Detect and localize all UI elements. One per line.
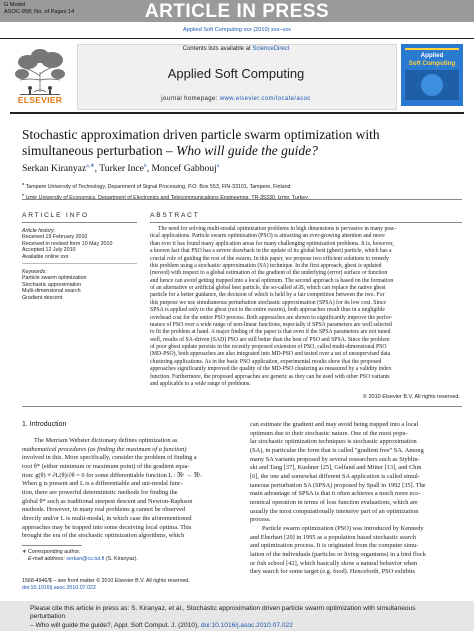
abstract-divider: [150, 222, 462, 223]
abstract-line: a known fact that PSO has a severe drawback in the update of its global best (gbest) particle, which has a: [150, 248, 392, 255]
intro-line: tion, there are powerful deterministic methods for finding the: [22, 488, 178, 496]
journal-reference-link[interactable]: Applied Soft Computing xxx (2010) xxx–xxx: [183, 27, 291, 33]
intro-line: they search for some target (e.g. food). Henceforth, PSO exhibits: [250, 568, 415, 576]
abstract-line: SPSA is applied only to the gbest (not to the entire swarm), both approaches result thus in a negligible: [150, 307, 385, 314]
keyword-item: Multi-dimensional search: [22, 288, 81, 295]
intro-line: brought the era of the stochastic optimization algorithms, which: [22, 532, 185, 540]
intro-line: mathematical procedures (as finding the maximum of a function): [22, 445, 187, 453]
intro-line: or fish school [42], which basically show a natural behavior when: [250, 559, 418, 567]
citation-line1: Please cite this article in press as: S. Kiranyaz, et al., Stochastic approximation driven particle swarm optimization with simultaneous perturbation: [30, 605, 416, 621]
abstract-line: to fit the problem at hand. A major finding of the paper is that even if the SPSA parameters are not tuned: [150, 329, 391, 336]
author-name[interactable]: Serkan Kiranyaz: [22, 163, 87, 175]
intro-line: Particle swarm optimization (PSO) was introduced by Kennedy: [262, 524, 424, 532]
sciencedirect-link[interactable]: ScienceDirect: [252, 46, 290, 52]
intro-line: process.: [250, 516, 271, 524]
author-affil-mark[interactable]: b: [143, 163, 147, 169]
citation-doi-link[interactable]: doi:10.1016/j.asoc.2010.07.022: [200, 621, 293, 629]
model-line: G Model: [4, 2, 26, 8]
abstract-line: of an alternative or artificial global best particle, the so-called aGB, which can replace the native gbest: [150, 285, 386, 291]
abstract-line: approaches significantly improved the quality of the MD-PSO clustering as measured by a validity index: [150, 366, 392, 373]
intro-line: (SA), in particular the form that is called "gradient free" SA. Among: [250, 446, 424, 454]
title-main: Stochastic approximation driven particle swarm optimization with simultaneous perturbation –: [22, 127, 380, 158]
history-item: Available online xxx: [22, 253, 69, 260]
abstract-line: well, results of SA-driven (SAD) PSO are still better than the best of PSO and SPSA. Since the problem: [150, 336, 390, 343]
code-line: ASOC-958; No. of Pages 14: [4, 8, 75, 15]
intro-line: approaches may be trapped into some deceiving local optima. This: [22, 523, 192, 531]
abstract-line: crucial role of guiding the rest of the swarm. In this paper, we propose two efficient solutions to remedy: [150, 255, 389, 262]
keywords-block: [22, 269, 142, 301]
abstract-line: mance of PSO over a wide range of non-linear functions, especially if SPSA parameters are well selected: [150, 321, 392, 328]
author-affil-mark[interactable]: a,∗: [86, 163, 95, 169]
intro-line: many SA variants proposed by several researchers such as Styblin-: [250, 455, 420, 463]
citation-line2: – Who will guide the guide?, Appl. Soft Comput. J. (2010), doi:10.1016/j.asoc.2010.07.022: [30, 621, 293, 629]
status-title: ARTICLE IN PRESS: [144, 1, 330, 22]
issn-line: 1568-4946/$ – see front matter © 2010 Elsevier B.V. All rights reserved.: [22, 578, 190, 584]
doi-link[interactable]: doi:10.1016/j.asoc.2010.07.022: [22, 584, 96, 591]
abstract-line: particle for a better guidance, the decision of which is held by a fair competition between the two. For: [150, 292, 385, 299]
article-history: [22, 228, 142, 260]
citation-text: [30, 605, 450, 630]
abstract-line: and hence can avoid getting trapped into a local optimum. The second approach is based on the formation: [150, 277, 394, 284]
homepage-prefix: journal homepage:: [161, 96, 220, 102]
article-info-heading: ARTICLE INFO: [22, 212, 89, 219]
abstract-heading: ABSTRACT: [150, 212, 200, 219]
author-list: Serkan Kiranyaz$^{a,∗}$, Turker Ince$^b$, Moncef Gabbouj$^a$: [22, 163, 220, 175]
abstract-line: function. Furthermore, the proposed approaches are generic as they can be used with other PSO variants: [150, 373, 390, 380]
history-item: Received 19 February 2010: [22, 234, 88, 241]
intro-line: and Eberhart [20] in 1995 as a population based stochastic search: [250, 533, 416, 541]
intro-line: main advantage of SPSA is that it often achieves a much more eco-: [250, 490, 421, 498]
intro-line: When g is present and L is a differentiable and uni-modal func-: [22, 480, 183, 488]
history-item: Received in revised form 10 May 2010: [22, 240, 113, 247]
introduction-heading: 1. Introduction: [22, 421, 67, 428]
intro-line: involved in this. More specifically, consider the problem of finding a: [22, 454, 197, 462]
title-italic: Who will guide the guide?: [176, 143, 318, 158]
intro-line: global θ* such as traditional steepest descent and Newton-Raphson: [22, 497, 193, 505]
footnote-divider: [22, 545, 82, 546]
abstract-line: and applicable to a wide range of problems.: [150, 380, 251, 387]
abstract-line: clustering applications. As in the basic PSO application, experimental results show that the proposed: [150, 358, 382, 365]
footnote-block: [22, 549, 242, 562]
abstract-line: (MD-PSO), both approaches are also integrated into MD-PSO and tested over a set of unsupervised data: [150, 351, 391, 358]
article-title: [22, 127, 452, 159]
intro-right-column: [250, 421, 462, 577]
intro-line: usually the most computationally intensive part of an optimization: [250, 507, 419, 515]
journal-name: Applied Soft Computing: [167, 66, 305, 81]
keywords-label: Keywords:: [22, 269, 47, 275]
publisher-name: ELSEVIER: [17, 95, 63, 105]
intro-line: directly and/or L is multi-modal, in which case the aforementioned: [22, 514, 192, 522]
intro-line: taneous perturbation SA (SPSA) proposed by Spall in 1992 [35]. The: [250, 481, 426, 489]
intro-line: lation of the individuals (particles or living organisms) in a bird flock: [250, 550, 426, 558]
header-divider: [10, 112, 464, 114]
intro-line: lar stochastic optimization techniques is stochastic approximation: [250, 438, 417, 446]
affiliation-line: $^a$ Tampere University of Technology, Department of Signal Processing, P.O. Box 553, FIN-33101, Tampere, Finland: [22, 181, 291, 190]
keywords-divider: [22, 263, 137, 264]
intro-line: root θ* (either minimum or maximum point) of the gradient equa-: [22, 462, 190, 470]
contents-prefix: Contents lists available at: [182, 46, 253, 52]
abstract-line: (moved) with respect to a global estimation of the gradient of the underlying (error) surface or function: [150, 270, 388, 277]
top-divider: [0, 38, 474, 39]
abstract-copyright: © 2010 Elsevier B.V. All rights reserved.: [362, 394, 460, 400]
footnote-author: ∗ Corresponding author.: [22, 549, 81, 555]
abstract-body: [150, 226, 460, 388]
intro-line: ski and Tang [37], Kushner [25], Gelfand and Mitter [13], and Chin: [250, 464, 422, 472]
abstract-end-divider: [22, 406, 462, 407]
intro-line: nomical operation in terms of loss function evaluations, which are: [250, 498, 418, 506]
intro-line: methods. However, in many real problems g cannot be observed: [22, 506, 186, 514]
keyword-item: Particle swarm optimization: [22, 275, 87, 282]
history-item: Accepted 12 July 2010: [22, 247, 76, 254]
abstract-line: overhead cost for the entire PSO process. Both approaches are shown to significantly improve the perfor-: [150, 314, 393, 321]
intro-left-column: [22, 437, 232, 541]
abstract-line: The need for solving multi-modal optimization problems in high dimensions is pervasive in many prac-: [158, 226, 397, 232]
intro-line: [6], the one and somewhat different SA application is called simul-: [250, 472, 420, 480]
author-name[interactable]: Turker Ince: [99, 163, 144, 175]
cover-title-line2: Soft Computing: [408, 60, 456, 67]
abstract-line: this problem using a stochastic approximation (SA) technique. In the first approach, gbest is updated: [150, 262, 382, 269]
author-affil-mark[interactable]: a: [216, 163, 220, 169]
issn-block: [22, 578, 282, 591]
intro-line: and optimization process. It is originated from the computer simu-: [250, 542, 419, 550]
email-link[interactable]: serkan@cs.tut.fi: [66, 555, 105, 562]
abstract-line: than ever it has found many application areas for many challenging optimization problems. It is, however,: [150, 240, 394, 247]
info-divider: [22, 222, 137, 223]
author-name[interactable]: Moncef Gabbouj: [151, 163, 217, 175]
affil-divider: [22, 199, 462, 200]
intro-line: can estimate the gradient and may avoid being trapped into a local: [250, 421, 419, 428]
footnote-email: E-mail address: serkan@cs.tut.fi (S. Kiranyaz).: [28, 555, 138, 562]
abstract-line: of poor gbest update persists in the recently proposed extension of PSO, called multi-dimensional PSO: [150, 344, 387, 350]
abstract-line: this purpose we use simultaneous perturbation stochastic approximation (SPSA) for its low cost. Since: [150, 299, 387, 306]
keyword-item: Stochastic approximation: [22, 281, 82, 288]
history-label: Article history:: [22, 228, 56, 234]
intro-line: The Merriam Webster dictionary defines optimization as: [34, 437, 178, 444]
homepage-link[interactable]: www.elsevier.com/locate/asoc: [219, 96, 311, 102]
affiliation-line: $^b$ Izmir University of Economics, Department of Electronics and Telecommunications Engineering, TR-35330, Izmir, Turkey: [22, 192, 308, 201]
abstract-line: tical applications. Particle swarm optimization (PSO) is attracting an ever-growing attention and more: [150, 233, 385, 240]
cover-title-line1: Applied: [420, 52, 444, 59]
intro-line: tion: g(θ) ≡ ∂L(θ)/∂θ = 0 for some differentiable function L : ℜᵖ → ℜ¹.: [22, 471, 203, 479]
intro-line: optimum due to their stochastic nature. One of the most popu-: [250, 429, 408, 437]
keyword-item: Gradient descent: [22, 294, 63, 301]
contents-line: [77, 46, 395, 52]
journal-homepage-line: [77, 96, 395, 102]
